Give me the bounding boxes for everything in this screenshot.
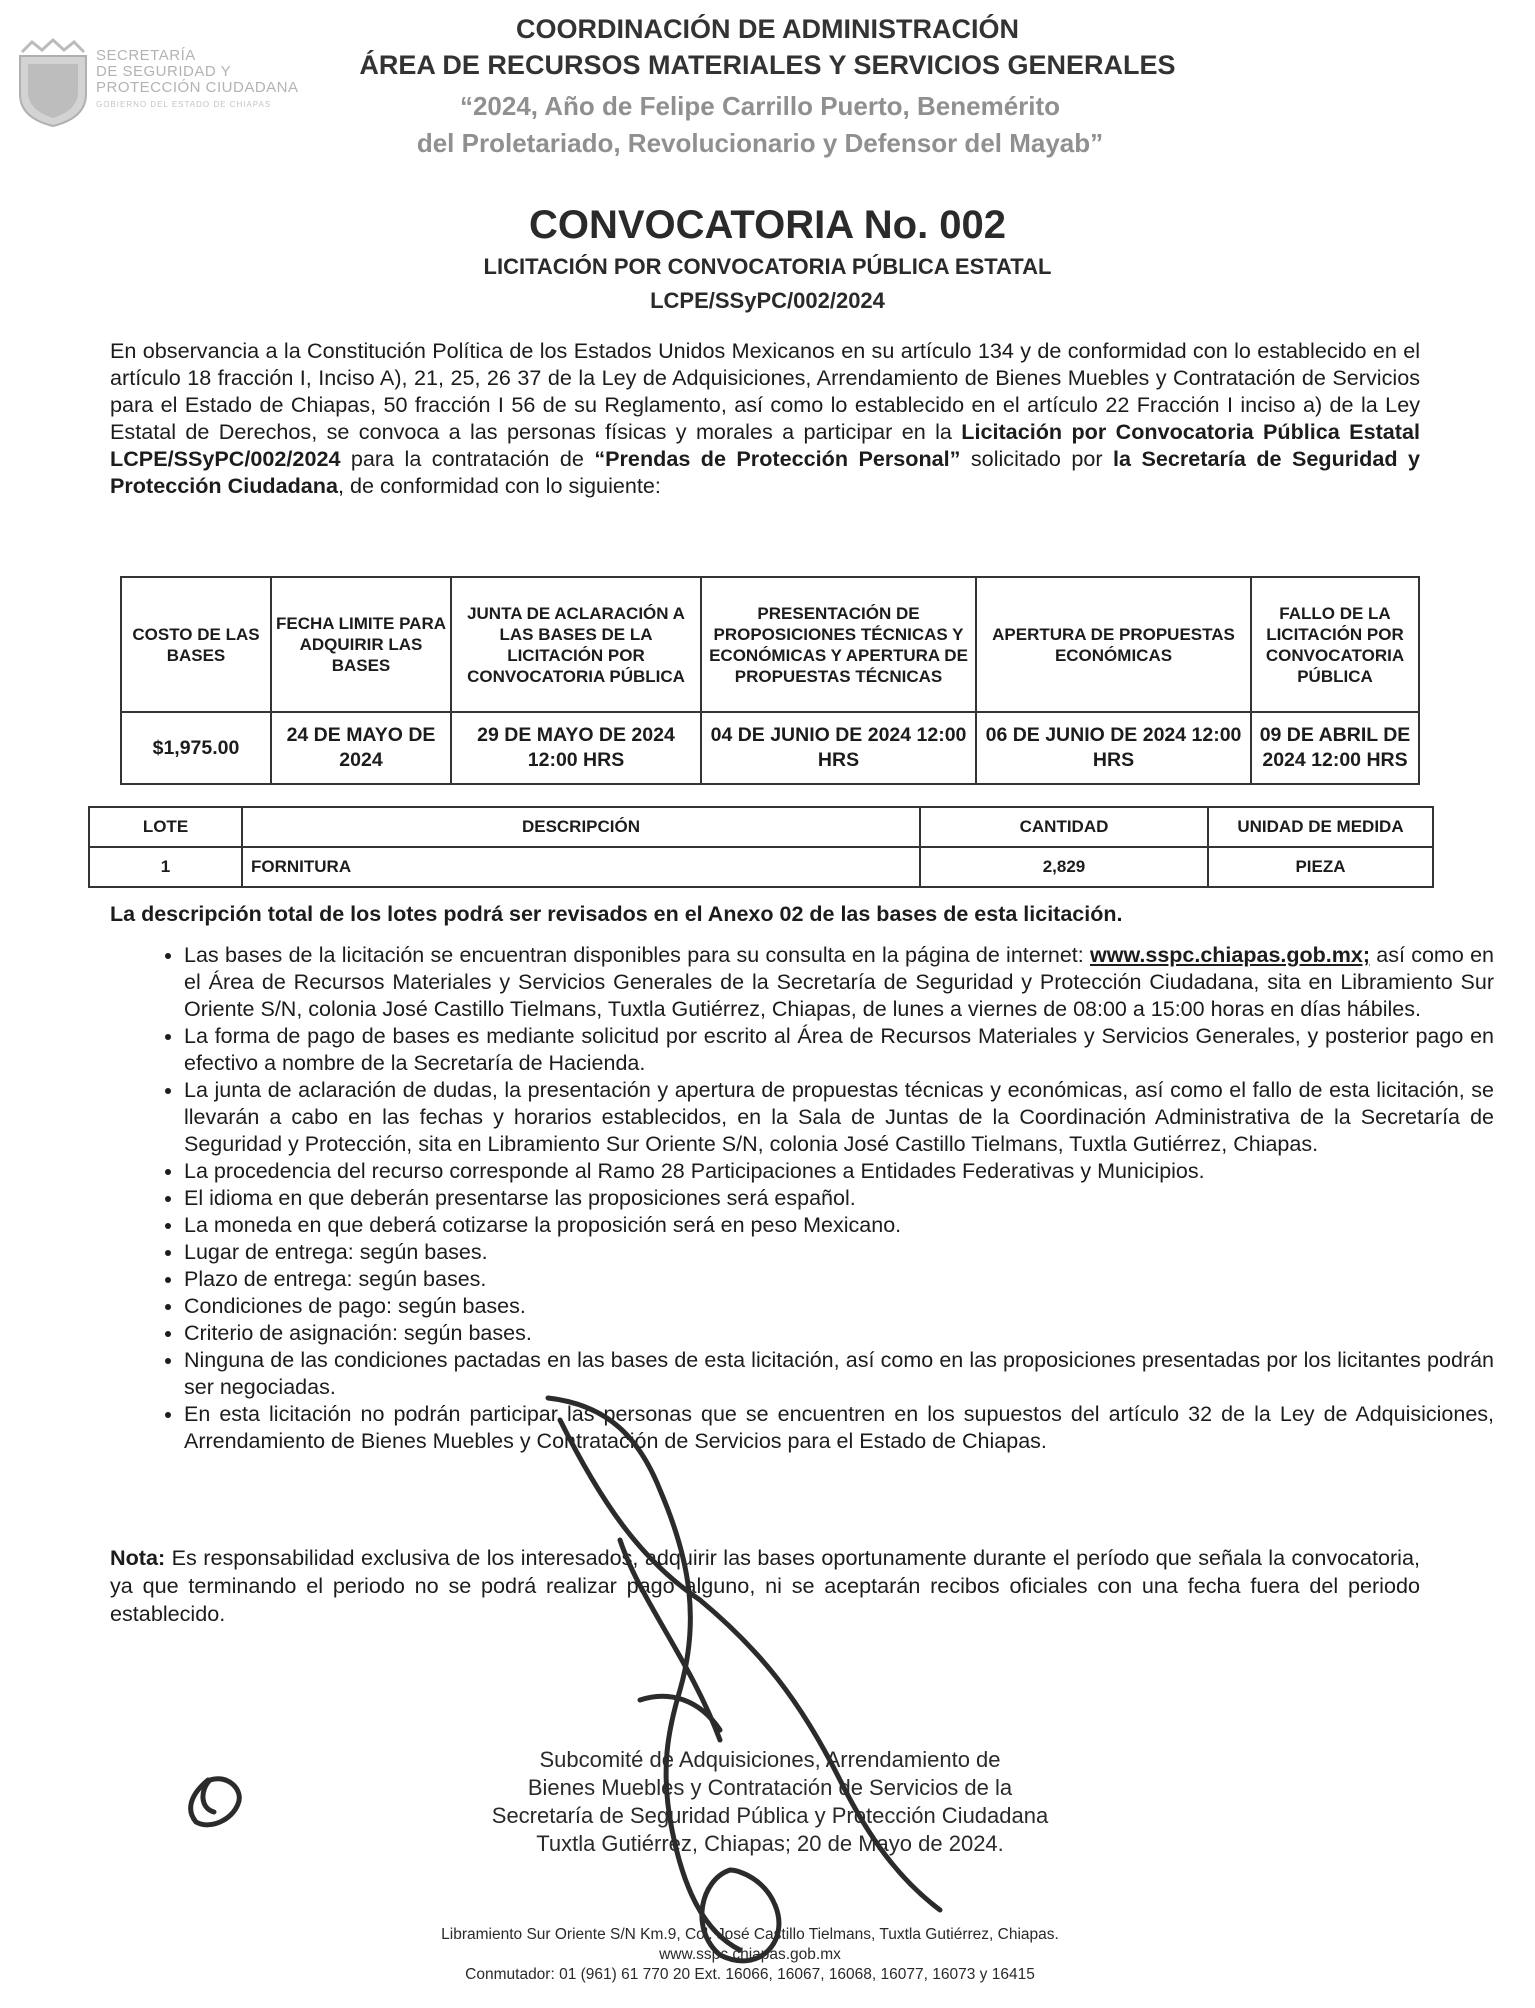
schedule-value-row xyxy=(121,712,1419,784)
schedule-value-cell: 06 DE JUNIO DE 2024 12:00 HRS xyxy=(976,712,1251,784)
year-motto xyxy=(380,88,1140,162)
schedule-header-cell: JUNTA DE ACLARACIÓN A LAS BASES DE LA LICITACIÓN POR CONVOCATORIA PÚBLICA xyxy=(451,577,701,712)
note-text: Es responsabilidad exclusiva de los interesados, adquirir las bases oportunamente durante el período que señala la convocatoria, ya que terminando el periodo no se podrá realizar pago alguno, ni se aceptarán recibos oficiales con una fecha fuera del periodo establecido. xyxy=(110,1545,1420,1626)
list-item: • Lugar de entrega: según bases. xyxy=(184,1239,1494,1266)
schedule-header-cell: COSTO DE LAS BASES xyxy=(121,577,271,712)
signature-line: Bienes Muebles y Contratación de Servicios de la xyxy=(527,1775,1013,1800)
logo-line: PROTECCIÓN CIUDADANA xyxy=(96,79,299,96)
intro-text: para la contratación de xyxy=(340,446,595,471)
list-item: • La junta de aclaración de dudas, la presentación y apertura de propuestas técnicas y económicas, así como el fallo de esta licitación, se llevarán a cabo en las fechas y horarios establecidos, en la Sala de Juntas de la Coordinación Administrativa de la Secretaría de Seguridad y Protección, sita en Libramiento Sur Oriente S/N, colonia José Castillo Tielmans, Tuxtla Gutiérrez, Chiapas. xyxy=(184,1077,1494,1158)
schedule-header-cell: PRESENTACIÓN DE PROPOSICIONES TÉCNICAS Y ECONÓMICAS Y APERTURA DE PROPUESTAS TÉCNICAS xyxy=(701,577,976,712)
motto-line: del Proletariado, Revolucionario y Defensor del Mayab” xyxy=(416,128,1104,158)
lots-header-cell: LOTE xyxy=(89,807,242,847)
table-row xyxy=(89,847,1433,887)
footer-address: Libramiento Sur Oriente S/N Km.9, Col. José Castillo Tielmans, Tuxtla Gutiérrez, Chiapas. xyxy=(441,1926,1059,1943)
tender-code: LCPE/SSyPC/002/2024 xyxy=(650,288,885,313)
list-item: • Plazo de entrega: según bases. xyxy=(184,1266,1494,1293)
lot-number-cell: 1 xyxy=(89,847,242,887)
lots-header-cell: CANTIDAD xyxy=(920,807,1208,847)
list-item: • En esta licitación no podrán participar las personas que se encuentren en los supuestos del artículo 32 de la Ley de Adquisiciones, Arrendamiento de Bienes Muebles y Contratación de Servicios para el Estado de Chiapas. xyxy=(184,1401,1494,1455)
schedule-header-row xyxy=(121,577,1419,712)
page-footer xyxy=(300,1925,1200,1985)
lots-note: La descripción total de los lotes podrá ser revisados en el Anexo 02 de las bases de esta licitación. xyxy=(110,902,1123,926)
signature-line: Secretaría de Seguridad Pública y Protección Ciudadana xyxy=(491,1803,1049,1828)
area-heading: ÁREA DE RECURSOS MATERIALES Y SERVICIOS GENERALES xyxy=(359,50,1176,80)
intro-text: solicitado por xyxy=(960,446,1113,471)
schedule-value-cell: 09 DE ABRIL DE 2024 12:00 HRS xyxy=(1251,712,1419,784)
intro-paragraph xyxy=(110,337,1420,499)
schedule-header-cell: FALLO DE LA LICITACIÓN POR CONVOCATORIA PÚBLICA xyxy=(1251,577,1419,712)
motto-line: “2024, Año de Felipe Carrillo Puerto, Benemérito xyxy=(459,91,1061,121)
logo-line: SECRETARÍA xyxy=(96,47,196,64)
footer-website[interactable]: www.sspc.chiapas.gob.mx xyxy=(659,1946,841,1963)
schedule-table xyxy=(120,576,1420,785)
signature-line: Subcomité de Adquisiciones, Arrendamiento de xyxy=(539,1747,1001,1772)
list-item: • Criterio de asignación: según bases. xyxy=(184,1320,1494,1347)
logo-line: DE SEGURIDAD Y xyxy=(96,63,232,80)
lots-header-row xyxy=(89,807,1433,847)
document-subtitle: LICITACIÓN POR CONVOCATORIA PÚBLICA ESTATAL xyxy=(483,254,1052,279)
coordination-heading: COORDINACIÓN DE ADMINISTRACIÓN xyxy=(516,14,1019,44)
list-item xyxy=(184,942,1494,1023)
list-item: • Condiciones de pago: según bases. xyxy=(184,1293,1494,1320)
list-item: • El idioma en que deberán presentarse las proposiciones será español. xyxy=(184,1185,1494,1212)
signature-line: Tuxtla Gutiérrez, Chiapas; 20 de Mayo de 2024. xyxy=(536,1831,1004,1856)
website-link[interactable]: www.sspc.chiapas.gob.mx; xyxy=(1090,943,1370,967)
conditions-list xyxy=(110,942,1494,1455)
note-label: Nota: xyxy=(110,1545,166,1570)
document-title: CONVOCATORIA No. 002 xyxy=(528,203,1007,247)
lots-table xyxy=(88,806,1434,888)
list-item: • Ninguna de las condiciones pactadas en las bases de esta licitación, así como en las proposiciones presentadas por los licitantes podrán ser negociadas. xyxy=(184,1347,1494,1401)
schedule-header-cell: FECHA LIMITE PARA ADQUIRIR LAS BASES xyxy=(271,577,451,712)
footer-phone: Conmutador: 01 (961) 61 770 20 Ext. 16066, 16067, 16068, 16077, 16073 y 16415 xyxy=(465,1966,1035,1983)
lot-description-cell: FORNITURA xyxy=(242,847,920,887)
note-paragraph xyxy=(110,1544,1420,1628)
signature-block xyxy=(440,1746,1100,1858)
schedule-value-cell: 29 DE MAYO DE 2024 12:00 HRS xyxy=(451,712,701,784)
lot-unit-cell: PIEZA xyxy=(1208,847,1433,887)
logo-subtitle: GOBIERNO DEL ESTADO DE CHIAPAS xyxy=(96,100,272,109)
list-item: • La procedencia del recurso corresponde al Ramo 28 Participaciones a Entidades Federativas y Municipios. xyxy=(184,1158,1494,1185)
schedule-header-cell: APERTURA DE PROPUESTAS ECONÓMICAS xyxy=(976,577,1251,712)
schedule-value-cell: 24 DE MAYO DE 2024 xyxy=(271,712,451,784)
intro-requester: la Secretaría de Seguridad y Protección Ciudadana xyxy=(110,446,1420,498)
list-item-text: así como en el Área de Recursos Materiales y Servicios Generales de la Secretaría de Seguridad y Protección Ciudadana, sita en Libramiento Sur Oriente S/N, colonia José Castillo Tielmans, Tuxtla Gutiérrez, Chiapas, de lunes a viernes de 08:00 a 15:00 horas en días hábiles. xyxy=(184,943,1494,1021)
lots-header-cell: DESCRIPCIÓN xyxy=(242,807,920,847)
intro-text: En observancia a la Constitución Política de los Estados Unidos Mexicanos en su artículo 134 y de conformidad con lo establecido en el artículo 18 fracción I, Inciso A), 21, 25, 26 37 de la Ley de Adquisiciones, Arrendamiento de Bienes Muebles y Contratación de Servicios para el Estado de Chiapas, 50 fracción I 56 de su Reglamento, así como lo establecido en el artículo 22 Fracción I inciso a) de la Ley Estatal de Derechos, se convoca a las personas físicas y morales a participar en la xyxy=(110,338,1420,444)
list-item-text: Las bases de la licitación se encuentran disponibles para su consulta en la página de internet: xyxy=(184,943,1091,967)
intro-goods: “Prendas de Protección Personal” xyxy=(594,446,961,471)
list-item: • La forma de pago de bases es mediante solicitud por escrito al Área de Recursos Materiales y Servicios Generales, y posterior pago en efectivo a nombre de la Secretaría de Hacienda. xyxy=(184,1023,1494,1077)
schedule-value-cell: $1,975.00 xyxy=(121,712,271,784)
schedule-value-cell: 04 DE JUNIO DE 2024 12:00 HRS xyxy=(701,712,976,784)
lots-header-cell: UNIDAD DE MEDIDA xyxy=(1208,807,1433,847)
intro-tender-name: Licitación por Convocatoria Pública Estatal LCPE/SSyPC/002/2024 xyxy=(110,419,1420,471)
list-item: • La moneda en que deberá cotizarse la proposición será en peso Mexicano. xyxy=(184,1212,1494,1239)
intro-text: , de conformidad con lo siguiente: xyxy=(337,473,661,498)
lot-quantity-cell: 2,829 xyxy=(920,847,1208,887)
